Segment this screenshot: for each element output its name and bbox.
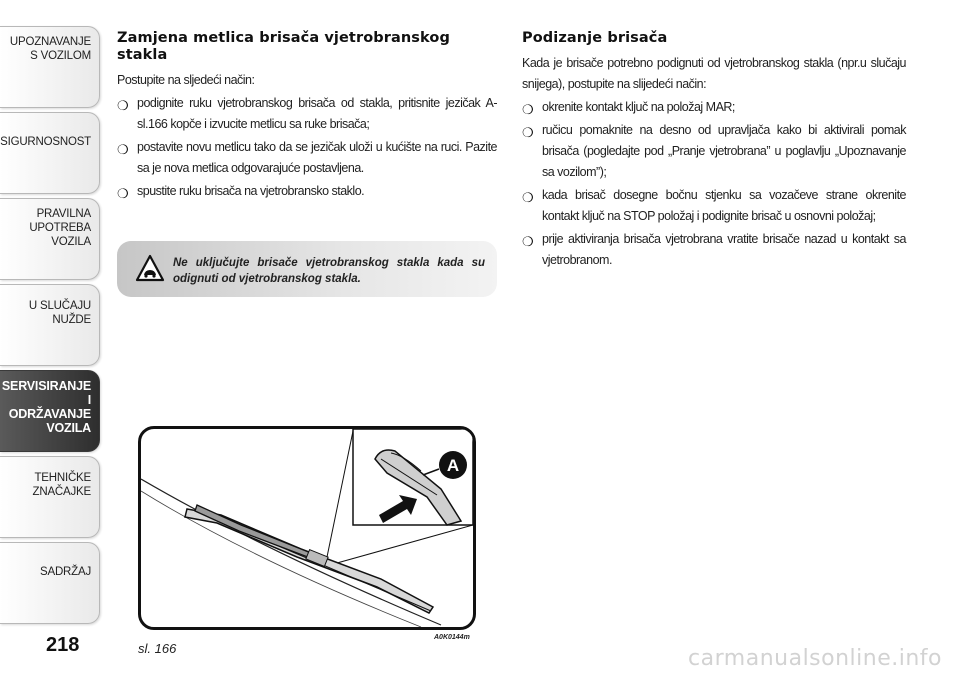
- step-text: podignite ruku vjetrobranskog brisača od stakla, pritisnite jezičak A-sl.166 kopče i izvucite metlicu sa ruke brisača;: [137, 96, 497, 131]
- list-item: [522, 97, 906, 118]
- step-text: ručicu pomaknite na desno od upravljača kako bi aktivirali pomak brisača (pogledajte pod „Pranje vjetrobrana” u poglavlju „Upoznavanje sa vozilom”);: [542, 123, 906, 179]
- figure-code: A0K0144m: [434, 634, 470, 641]
- tab-pravilna-upotreba[interactable]: [0, 198, 100, 280]
- tab-servisiranje[interactable]: [0, 370, 100, 452]
- tab-label: SERVISIRANJE I ODRŽAVANJE VOZILA: [1, 379, 91, 435]
- warning-text: Ne uključujte brisače vjetrobranskog stakla kada su odignuti od vjetrobranskog stakla.: [173, 257, 485, 285]
- step-text: kada brisač dosegne bočnu stjenku sa vozačeve strane okrenite kontakt ključ na STOP položaj i podignite brisač u osnovni položaj;: [542, 188, 906, 223]
- tab-u-slucaju-nuzde[interactable]: [0, 284, 100, 366]
- step-text: okrenite kontakt ključ na položaj MAR;: [542, 100, 735, 114]
- intro-text: Kada je brisače potrebno podignuti od vjetrobranskog stakla (npr.u slučaju snijega), postupite na slijedeći način:: [522, 56, 906, 91]
- section-title-lifting-wipers: Podizanje brisača: [522, 30, 668, 46]
- tab-label: SIGURNOSNOST: [0, 136, 91, 148]
- tab-tehnicke-znacajke[interactable]: [0, 456, 100, 538]
- page-number: 218: [46, 634, 80, 656]
- tab-label: PRAVILNA UPOTREBA VOZILA: [29, 208, 91, 248]
- figure-wiper-blade: [138, 426, 476, 630]
- tab-upoznavanje[interactable]: [0, 26, 100, 108]
- figure-caption: sl. 166: [138, 641, 177, 656]
- warning-car-icon: [135, 254, 165, 282]
- left-column: [117, 30, 497, 204]
- list-item: [522, 120, 906, 183]
- right-column: [522, 30, 906, 273]
- list-item: [117, 93, 497, 135]
- warning-box: [117, 241, 497, 297]
- callout-label: A: [446, 456, 460, 475]
- step-text: spustite ruku brisača na vjetrobransko staklo.: [137, 184, 365, 198]
- bullet-icon: ❍: [522, 190, 534, 205]
- tab-sigurnosnost[interactable]: [0, 112, 100, 194]
- bullet-icon: ❍: [117, 186, 129, 201]
- bullet-icon: ❍: [522, 234, 534, 249]
- intro-text: Postupite na sljedeći način:: [117, 73, 255, 87]
- bullet-icon: ❍: [522, 102, 534, 117]
- steps-list: [117, 93, 497, 202]
- step-text: postavite novu metlicu tako da se jezičak uloži u kućište na ruci. Pazite sa je nova metlica odgovarajuće postavljena.: [137, 140, 497, 175]
- list-item: [117, 181, 497, 202]
- tab-label: SADRŽAJ: [40, 566, 91, 578]
- step-text: prije aktiviranja brisača vjetrobrana vratite brisače nazad u kontakt sa vjetrobranom.: [542, 232, 906, 267]
- list-item: [117, 137, 497, 179]
- list-item: [522, 229, 906, 271]
- steps-list: [522, 97, 906, 271]
- tab-sadrzaj[interactable]: [0, 542, 100, 624]
- section-title-wiper-blade: Zamjena metlica brisača vjetrobranskog stakla: [117, 30, 450, 63]
- list-item: [522, 185, 906, 227]
- bullet-icon: ❍: [117, 142, 129, 157]
- tab-label: UPOZNAVANJE S VOZILOM: [9, 36, 91, 62]
- wiper-illustration: [141, 429, 473, 627]
- bullet-icon: ❍: [117, 98, 129, 113]
- watermark: carmanualsonline.info: [688, 646, 942, 671]
- tab-label: TEHNIČKE ZNAČAJKE: [32, 472, 91, 498]
- bullet-icon: ❍: [522, 125, 534, 140]
- tab-label: U SLUČAJU NUŽDE: [28, 300, 91, 326]
